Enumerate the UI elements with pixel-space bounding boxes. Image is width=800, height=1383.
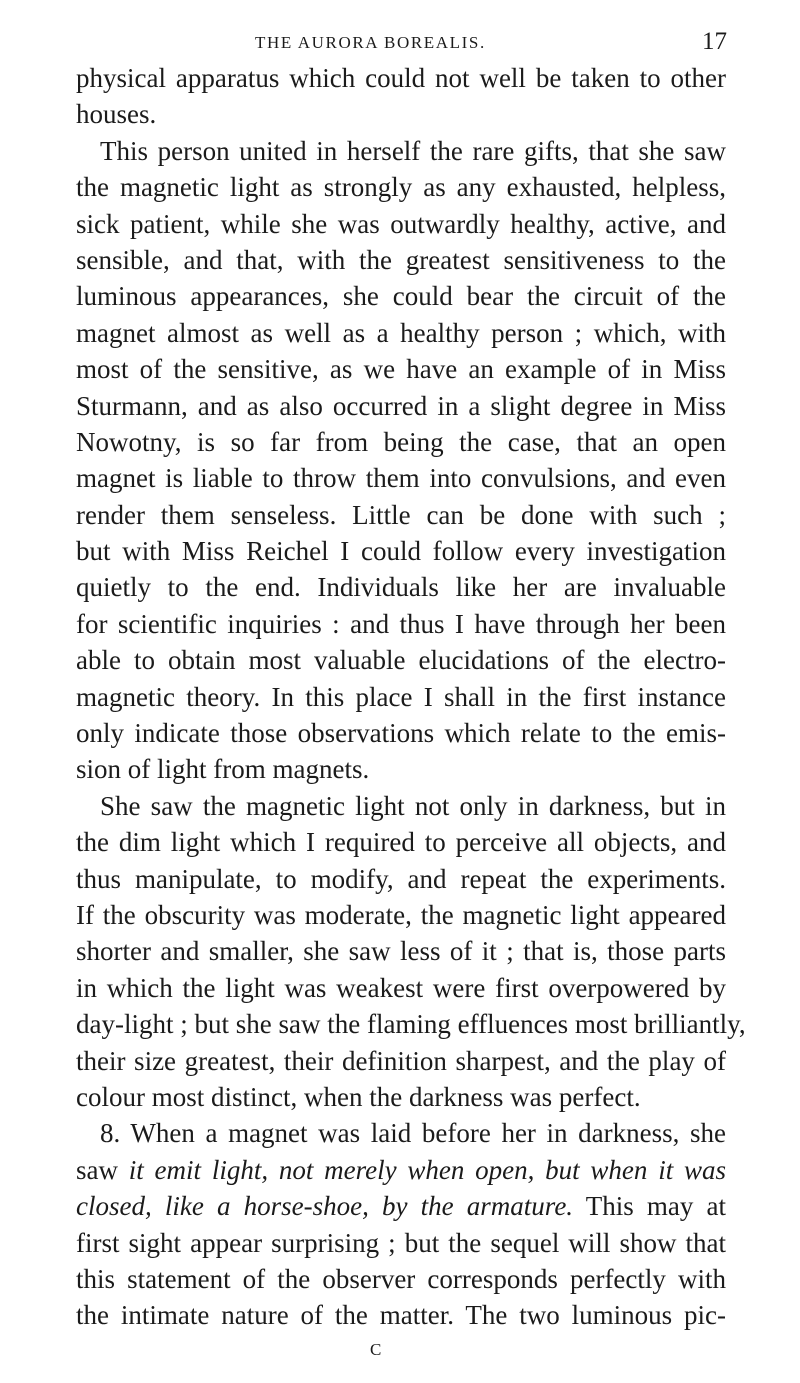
text-line: She saw the magnetic light not only in darkness, but in [100, 790, 726, 821]
text-line: shorter and smaller, she saw less of it ; that is, those parts [76, 936, 726, 967]
text-line: most of the sensitive, as we have an example of in Miss [76, 354, 726, 385]
text-line: If the obscurity was moderate, the magnetic light appeared [76, 899, 726, 930]
text-line: in which the light was weakest were first overpowered by [76, 972, 726, 1003]
text-line [76, 1188, 726, 1224]
text-line: first sight appear surprising ; but the sequel will show that [76, 1227, 726, 1258]
running-title: THE AURORA BOREALIS. [255, 33, 486, 52]
text-line: render them senseless. Little can be done with such ; [76, 499, 726, 530]
text-line: their size greatest, their definition sharpest, and the play of [76, 1045, 726, 1076]
text-line-italic: closed, like a horse-shoe, by the armature. [76, 1191, 574, 1222]
text-line: quietly to the end. Individuals like her are invaluable [76, 572, 726, 603]
text-line: sick patient, while she was outwardly healthy, active, and [76, 208, 726, 239]
text-line: houses. [76, 99, 157, 130]
text-line: thus manipulate, to modify, and repeat the experiments. [76, 863, 726, 894]
text-line: only indicate those observations which relate to the emis- [76, 718, 726, 749]
text-line: 8. When a magnet was laid before her in darkness, she [100, 1118, 726, 1149]
text-line: magnet almost as well as a healthy person ; which, with [76, 317, 726, 348]
page-number: 17 [702, 28, 727, 55]
body-text [76, 60, 746, 1334]
text-line: for scientific inquiries : and thus I have through her been [76, 608, 726, 639]
text-line: Nowotny, is so far from being the case, that an open [76, 426, 726, 457]
text-line: the magnetic light as strongly as any exhausted, helpless, [76, 172, 726, 203]
running-head [255, 28, 727, 60]
text-line: sensible, and that, with the greatest sensitiveness to the [76, 244, 726, 275]
text-line-roman: saw [76, 1154, 129, 1185]
text-line: day-light ; but she saw the flaming effluences most brilliantly, [76, 1009, 746, 1040]
text-line: colour most distinct, when the darkness was perfect. [76, 1081, 641, 1112]
text-line-roman: This may at [573, 1191, 727, 1222]
text-line: sion of light from magnets. [76, 754, 370, 785]
text-line: physical apparatus which could not well be taken to other [76, 63, 726, 93]
signature-mark: C [370, 1340, 382, 1359]
text-line: Sturmann, and as also occurred in a slight degree in Miss [76, 390, 726, 421]
text-line: the intimate nature of the matter. The two luminous pic- [76, 1300, 726, 1331]
text-line-italic: it emit light, not merely when open, but when it was [128, 1154, 726, 1185]
text-line: able to obtain most valuable elucidations of the electro- [76, 645, 726, 676]
text-block-closing [76, 1225, 726, 1334]
text-line: magnetic theory. In this place I shall in the first instance [76, 681, 726, 712]
text-line: magnet is liable to throw them into convulsions, and even [76, 463, 726, 494]
text-line: This person united in herself the rare gifts, that she saw [100, 135, 726, 166]
text-line: but with Miss Reichel I could follow every investigation [76, 536, 726, 567]
text-line [76, 1152, 726, 1188]
text-line: the dim light which I required to perceive all objects, and [76, 827, 726, 858]
text-block-main [76, 60, 746, 1152]
text-line: luminous appearances, she could bear the circuit of the [76, 281, 726, 312]
text-line: this statement of the observer corresponds perfectly with [76, 1263, 726, 1294]
